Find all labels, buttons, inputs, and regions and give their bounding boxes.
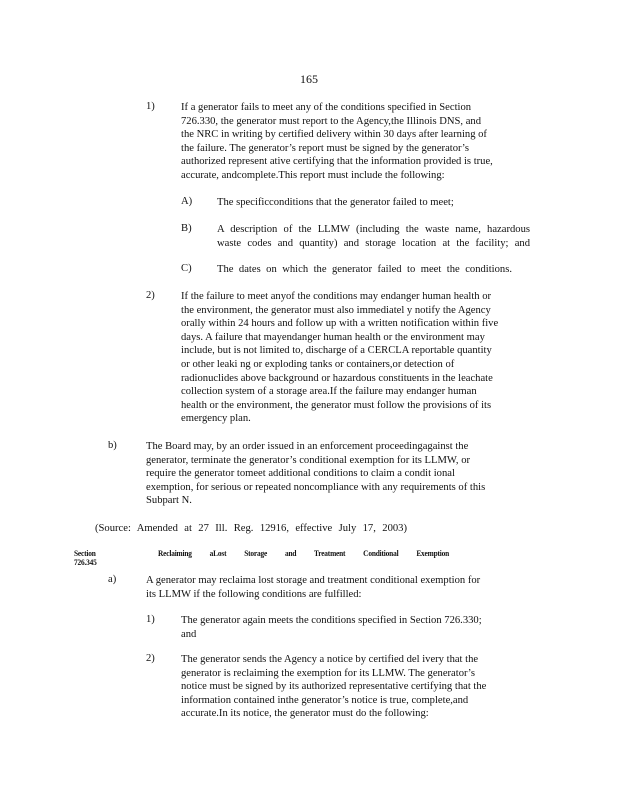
section-title: Reclaiming aLost Storage and Treatment Conditional Exemption [158, 549, 450, 558]
text-line: Subpart N. [146, 495, 192, 507]
text-line: or other leaki ng or exploding tanks or containers,or detection of [181, 358, 455, 370]
item-b-text [146, 440, 531, 508]
item-a-label: a) [108, 574, 117, 585]
text-line: and [181, 628, 197, 640]
text-line: the failure. The generator’s report must be signed by the generator’s [181, 142, 469, 154]
item-A-text: The specificconditions that the generator failed to meet; [217, 197, 454, 208]
item-b-label: b) [108, 440, 117, 451]
item-B-text [217, 223, 530, 250]
item-a2-text [181, 653, 528, 721]
source-note: (Source: Amended at 27 Ill. Reg. 12916, effective July 17, 2003) [95, 523, 407, 534]
item-a2-label: 2) [146, 653, 155, 664]
text-line: radionuclides above background or hazardous constituents in the leachate [181, 372, 493, 384]
item-1-label: 1) [146, 101, 155, 112]
item-B-label: B) [181, 223, 192, 234]
text-line: its LLMW if the following conditions are fulfilled: [146, 588, 362, 600]
text-line: require the generator tomeet additional conditions to claim a condit ional [146, 468, 455, 480]
text-line: waste codes and quantity) and storage location at the facility; and [217, 237, 530, 249]
section-number: Section 726.345 [74, 549, 97, 567]
text-line: The Board may, by an order issued in an enforcement proceedingagainst the [146, 441, 469, 452]
text-line: If a generator fails to meet any of the conditions specified in Section [181, 102, 472, 113]
text-line: generator, terminate the generator’s conditional exemption for its LLMW, or [146, 454, 471, 466]
text-line: accurate.In its notice, the generator must do the following: [181, 708, 429, 720]
text-line: 726.330, the generator must report to the Agency,the Illinois DNS, and [181, 115, 481, 127]
text-line: If the failure to meet anyof the conditions may endanger human health or [181, 291, 492, 302]
text-line: A generator may reclaima lost storage and treatment conditional exemption for [146, 575, 481, 586]
item-1-text [181, 101, 531, 183]
item-a1-text [181, 614, 518, 641]
text-line: include, but is not limited to, discharge of a CERCLA reportable quantity [181, 345, 492, 357]
text-line: accurate, andcomplete.This report must include the following: [181, 169, 445, 181]
text-line: health or the environment, the generator must follow the provisions of its [181, 399, 492, 411]
text-line: emergency plan. [181, 413, 251, 425]
text-line: collection system of a storage area.If the failure may endanger human [181, 386, 477, 398]
item-C-text: The dates on which the generator failed to meet the conditions. [217, 264, 512, 275]
text-line: notice must be signed by its authorized representative certifying that the [181, 681, 487, 693]
text-line: the NRC in writing by certified delivery within 30 days after learning of [181, 129, 487, 141]
item-A-label: A) [181, 196, 193, 207]
text-line: exemption, for serious or repeated noncompliance with any requirements of this [146, 481, 486, 493]
text-line: A description of the LLMW (including the waste name, hazardous [217, 224, 530, 235]
item-a-text [146, 574, 525, 601]
item-2-label: 2) [146, 290, 155, 301]
item-C-label: C) [181, 263, 192, 274]
item-a1-label: 1) [146, 614, 155, 625]
text-line: days. A failure that mayendanger human health or the environment may [181, 331, 485, 343]
text-line: the environment, the generator must also immediatel y notify the Agency [181, 304, 491, 316]
text-line: orally within 24 hours and follow up with a written notification within five [181, 318, 499, 330]
text-line: generator is reclaiming the exemption for its LLMW. The generator’s [181, 667, 475, 679]
text-line: The generator again meets the conditions specified in Section 726.330; [181, 615, 482, 626]
page-number: 165 [300, 72, 318, 86]
text-line: The generator sends the Agency a notice by certified del ivery that the [181, 654, 479, 665]
text-line: information contained inthe generator’s notice is true, complete,and [181, 694, 469, 706]
text-line: authorized represent ative certifying that the information provided is true, [181, 156, 493, 168]
item-2-text [181, 290, 541, 426]
